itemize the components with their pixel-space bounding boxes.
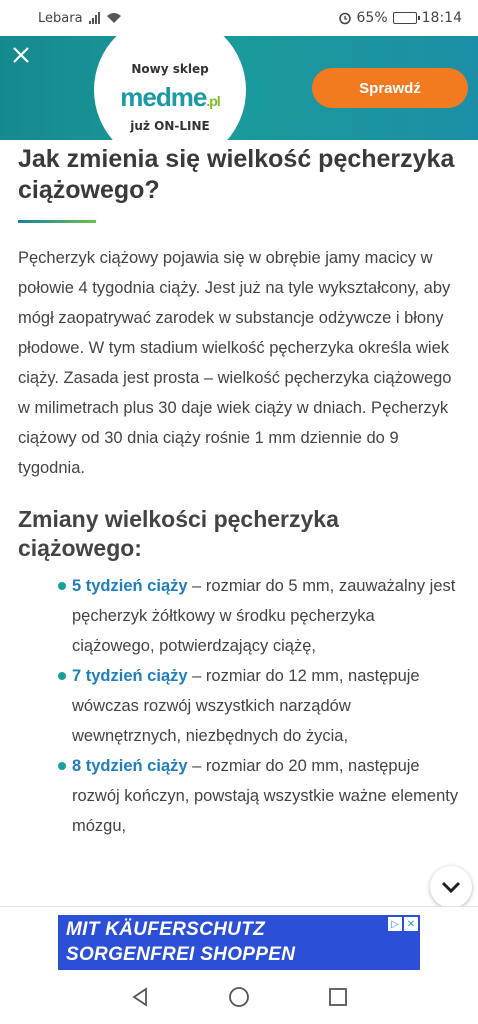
article-paragraph: Pęcherzyk ciążowy pojawia się w obrębie jamy macicy w połowie 4 tygodnia ciąży. Jest już na tyle wykształcony, aby mógł zaopatrywać zarodek w substancje odżywcze i błony płodowe. W tym stadium wielkość pęcherzyka określa wiek ciąży. Zasada jest prosta – wielkość pęcherzyka ciążowego w milimetrach plus 30 daje wiek ciąży w dniach. Pęcherzyk ciążowy od 30 dnia ciąży rośnie 1 mm dziennie do 9 tygodnia. <box>18 249 452 477</box>
article <box>0 140 478 841</box>
medme-logo <box>120 82 219 113</box>
battery-icon <box>393 12 417 24</box>
clock: 18:14 <box>421 10 462 26</box>
back-icon <box>130 987 150 1007</box>
article-subheading: Zmiany wielkości pęcherzyka ciążowego: <box>18 506 339 561</box>
close-icon[interactable] <box>8 44 34 70</box>
wifi-icon <box>106 12 122 24</box>
scroll-down-button[interactable] <box>430 866 472 908</box>
bottom-ad-container <box>0 906 478 970</box>
recents-button[interactable] <box>323 982 353 1012</box>
carrier-name: Lebara <box>38 10 83 26</box>
list-item-text: – rozmiar do 5 mm, zauważalny jest pęcherzyk żółtkowy w środku pęcherzyka ciążowego, potwierdzający ciążę, <box>72 577 456 655</box>
battery-percent: 65% <box>356 10 388 26</box>
top-banner-ad[interactable] <box>0 36 478 140</box>
home-button[interactable] <box>224 982 254 1012</box>
navigation-bar <box>0 970 478 1024</box>
article-heading: Jak zmienia się wielkość pęcherzyka ciążowego? <box>18 145 455 204</box>
bottom-ad-line1: MIT KÄUFERSCHUTZ <box>66 919 266 940</box>
logo-suffix: .pl <box>206 92 220 109</box>
status-left <box>38 11 122 26</box>
bottom-ad[interactable] <box>58 915 420 971</box>
home-icon <box>228 986 250 1008</box>
bottom-ad-line2: SORGENFREI SHOPPEN <box>66 944 296 965</box>
list-item-text: – rozmiar do 20 mm, następuje rozwój kończyn, powstają wszystkie ważne elementy mózgu, <box>72 757 459 835</box>
banner-logo-circle <box>94 36 246 140</box>
signal-icon <box>89 12 100 24</box>
back-button[interactable] <box>125 982 155 1012</box>
banner-headline: Nowy sklep <box>131 61 209 76</box>
list-item <box>58 661 460 751</box>
list-item-week[interactable]: 8 tydzień ciąży <box>72 757 188 775</box>
ad-close-icon[interactable]: ✕ <box>404 917 418 931</box>
list-item-text: – rozmiar do 12 mm, następuje wówczas rozwój wszystkich narządów wewnętrznych, niezbędnych do życia, <box>72 667 420 745</box>
banner-subline: już ON-LINE <box>130 118 210 133</box>
size-list <box>18 571 460 841</box>
check-button[interactable]: Sprawdź <box>312 68 468 108</box>
list-item <box>58 571 460 661</box>
alarm-icon <box>338 11 352 25</box>
chevron-down-icon <box>441 880 461 894</box>
status-bar <box>0 0 478 36</box>
list-item <box>58 751 460 841</box>
status-right <box>338 10 462 26</box>
recents-icon <box>328 987 348 1007</box>
ad-choices[interactable] <box>388 917 418 931</box>
list-item-week[interactable]: 5 tydzień ciąży <box>72 577 188 595</box>
ad-info-icon[interactable]: ▷ <box>388 917 402 931</box>
heading-underline <box>18 220 96 223</box>
logo-main: medme <box>120 81 207 112</box>
list-item-week[interactable]: 7 tydzień ciąży <box>72 667 188 685</box>
